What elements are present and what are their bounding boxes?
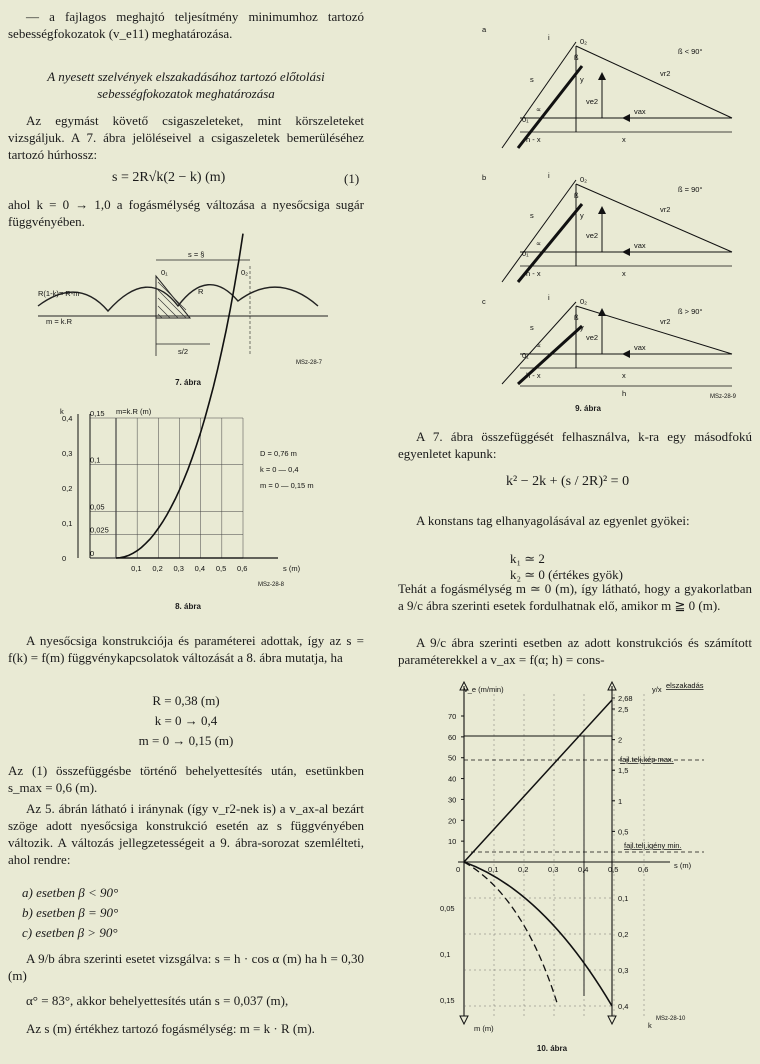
given-m: m = 0 → 0,15 (m): [138, 733, 234, 748]
right-paragraph-3: Tehát a fogásmélység m ≃ 0 (m), így látható, hogy a gyakorlatban a 9/c ábra szerinti esetek fordulhatnak elő, amikor m ≧ 0 (m).: [398, 581, 752, 613]
fig10-s-tick-label: 0,1: [488, 865, 499, 874]
fig9-s-label: s: [530, 323, 534, 332]
fig9-vax-arrow: [622, 350, 630, 358]
fig9-i-label: i: [548, 33, 550, 42]
fig7-o2-label: 0₂: [241, 268, 249, 277]
fig9-beta-label: ß: [574, 191, 579, 200]
fig9-o1-label: 0₁: [522, 351, 529, 360]
figure-10-chart: [434, 676, 734, 1036]
fig8-k-label: k: [60, 407, 64, 416]
fig9-o1-label: 0₁: [522, 115, 529, 124]
fig10-ref: MSz-28-10: [656, 1016, 686, 1022]
fig10-yx-tick-label: 2: [618, 735, 623, 745]
fig10-s-label: s (m): [674, 861, 692, 870]
fig9-beta-label: ß: [574, 53, 579, 62]
fig9-vax-arrow: [622, 114, 630, 122]
fig8-x-tick-label: 0,6: [237, 564, 248, 573]
fig8-k-tick-label: 0,3: [62, 449, 73, 458]
fig10-m-tick-label: 0,1: [440, 950, 451, 959]
fig8-x-tick-label: 0,1: [131, 564, 142, 573]
fig10-k-tick-label: 0,2: [618, 930, 629, 939]
fig10-ve-tick-label: 20: [448, 816, 457, 826]
fig9-i-label: i: [548, 171, 550, 180]
fig9-caption: 9. ábra: [575, 404, 601, 413]
fig9-hx-label: h - x: [526, 371, 541, 380]
paragraph-8: Az s (m) értékhez tartozó fogásmélység: m = k · R (m).: [26, 1021, 315, 1036]
fig8-ref: MSz-28-8: [258, 582, 285, 588]
fig10-ve-tick-label: 30: [448, 795, 457, 805]
fig10-igmin-label: fajl.telj.igény min.: [624, 841, 682, 850]
fig8-k-tick-label: 0,2: [62, 484, 73, 493]
fig10-s-tick-label: 0,3: [548, 865, 559, 874]
fig10-yx-label: y/x: [652, 685, 662, 694]
fig7-s2-label: s/2: [178, 347, 189, 356]
fig10-s-tick-label: 0,5: [608, 865, 619, 874]
fig10-k-tick-label: 0,4: [618, 1002, 629, 1011]
fig10-k-arrow: [608, 1016, 616, 1024]
fig10-m-label: m (m): [474, 1024, 494, 1033]
paragraph-5: Az 5. ábrán látható i iránynak (így v_r2-nek is) a v_ax-al bezárt szöge adott nyesőcsiga konstrukció esetén az s függvényében változik. A változás jellegzetességeit a 9. ábra-sorozat szemlélteti, ahol rendre:: [8, 801, 364, 867]
fig9-alpha-label: ∝: [536, 239, 542, 248]
fig9-ref: MSz-28-9: [710, 394, 737, 400]
paragraph-4: Az (1) összefüggésbe történő behelyettesítés után, esetünkben s_max = 0,6 (m).: [8, 763, 364, 795]
fig10-kepmax-label: fajl.telj.kép max.: [620, 755, 674, 764]
fig9-vr2-line: [576, 46, 732, 118]
fig10-ve-tick-label: 60: [448, 732, 457, 742]
fig9-i-label: i: [548, 293, 550, 302]
root-1: k₁ ≃ 2: [510, 551, 545, 566]
fig8-x-tick-label: 0,5: [215, 564, 227, 573]
fig10-k-label: k: [648, 1021, 652, 1030]
fig9-tag: b: [482, 173, 487, 182]
fig9-ve2-label: ve2: [586, 231, 599, 240]
fig10-m-arrow: [460, 1016, 468, 1024]
root-2: k₂ ≃ 0 (értékes gyök): [510, 567, 623, 582]
fig9-beta-condition: ß < 90°: [678, 47, 703, 56]
fig9-y-label: y: [580, 211, 584, 220]
figure-7: [38, 246, 328, 371]
fig7-r-label: R: [198, 287, 204, 296]
fig10-upper-line: [464, 700, 612, 862]
fig10-caption: 10. ábra: [536, 1044, 568, 1053]
case-c: c) esetben β > 90°: [22, 925, 118, 940]
fig8-mk-label: m=k.R (m): [116, 407, 152, 416]
fig9-o2-label: 0₂: [580, 297, 588, 306]
fig10-yx-tick-label: 0,5: [618, 827, 629, 837]
fig10-yx-tick-label: 2,5: [618, 705, 629, 715]
fig9-s-line: [502, 180, 576, 282]
fig9-vax-label: vax: [634, 241, 646, 250]
fig10-ve-tick-label: 50: [448, 753, 457, 763]
figure-8-chart: [58, 408, 348, 593]
fig9-ve2-label: ve2: [586, 333, 599, 342]
fig8-x-tick-label: 0,4: [194, 564, 206, 573]
fig9-x-label: x: [622, 371, 626, 380]
fig8-caption: 8. ábra: [175, 602, 201, 611]
paragraph-7: α° = 83°, akkor behelyettesítés után s = 0,037 (m),: [26, 993, 289, 1008]
paragraph-1: Az egymást követő csigaszeleteket, mint körszeleteket vizsgáljuk. A 7. ábra jelöléseivel a csigaszeletek bemerüléséhez tartozó húrhossz:: [8, 113, 364, 162]
fig8-x-tick-label: 0,2: [152, 564, 163, 573]
fig9-vax-label: vax: [634, 107, 646, 116]
fig8-s-label: s (m): [283, 564, 301, 573]
fig8-m-tick-label: 0,025: [90, 525, 109, 535]
fig10-s-tick-label: 0,4: [578, 865, 589, 874]
right-paragraph-1: A 7. ábra összefüggését felhasználva, k-ra egy másodfokú egyenletet kapunk:: [398, 429, 752, 461]
fig10-s-tick-label: 0,6: [638, 865, 649, 874]
fig9-hx-label: h - x: [526, 135, 541, 144]
fig9-sub-b: [482, 171, 732, 282]
fig10-yx-tick-label: 1,5: [618, 766, 629, 776]
fig9-vax-label: vax: [634, 343, 646, 352]
fig9-tag: c: [482, 297, 486, 306]
fig10-ve-label: v_e (m/min): [464, 685, 504, 694]
fig10-ve-tick-label: 70: [448, 712, 457, 721]
fig9-x-label: x: [622, 135, 626, 144]
fig10-s-tick-label: 0,2: [518, 865, 529, 874]
fig7-mk-label: m = k.R: [46, 317, 73, 326]
equation-2: k² − 2k + (s / 2R)² = 0: [506, 474, 630, 489]
fig7-caption: 7. ábra: [175, 378, 201, 387]
fig9-o2-label: 0₂: [580, 175, 588, 184]
fig9-tag: a: [482, 25, 487, 34]
intro-paragraph: — a fajlagos meghajtó teljesítmény minimumhoz tartozó sebességfokozatok (v_e11) meghatározása.: [8, 9, 364, 41]
fig9-beta-condition: ß > 90°: [678, 307, 703, 316]
paragraph-3: A nyesőcsiga konstrukciója és paraméterei adottak, így az s = f(k) = f(m) függvénykapcsolatok változását a 8. ábra mutatja, ha: [8, 633, 364, 665]
fig9-alpha-label: ∝: [536, 341, 542, 350]
fig10-m-tick-label: 0,15: [440, 996, 455, 1005]
fig10-yx-tick-label: 2,68: [618, 694, 633, 703]
fig8-d-label: D = 0,76 m: [260, 449, 297, 458]
fig9-vr2-line: [576, 184, 732, 252]
fig10-yx-tick-label: 1: [618, 796, 623, 806]
fig10-m-tick-label: 0,05: [440, 904, 455, 913]
equation-1: s = 2R√k(2 − k) (m): [112, 170, 226, 185]
fig9-h-label: h: [622, 389, 627, 398]
fig8-m-tick-label: 0: [90, 549, 95, 558]
fig10-ve-tick-label: 40: [448, 774, 457, 784]
case-a: a) esetben β < 90°: [22, 885, 119, 900]
case-b: b) esetben β = 90°: [22, 905, 119, 920]
figure-9: [482, 6, 752, 406]
fig9-ve2-arrow: [598, 72, 606, 80]
fig7-ref: MSz-28-7: [296, 360, 323, 366]
paragraph-6: A 9/b ábra szerinti esetet vizsgálva: s = h · cos α (m) ha h = 0,30 (m): [8, 951, 364, 983]
fig10-ve-tick-label: 10: [448, 837, 457, 847]
fig8-m-tick-label: 0,05: [90, 502, 105, 512]
fig9-o2-label: 0₂: [580, 37, 588, 46]
right-paragraph-2: A konstans tag elhanyagolásával az egyenlet gyökei:: [416, 513, 690, 528]
fig9-x-label: x: [622, 269, 626, 278]
fig9-vr2-label: vr2: [660, 317, 671, 326]
fig8-mrange-label: m = 0 — 0,15 m: [260, 481, 314, 490]
fig9-y-label: y: [580, 323, 584, 332]
fig7-r1k-label: R(1-k)= R-m: [38, 289, 80, 298]
fig9-vax-arrow: [622, 248, 630, 256]
fig8-m-tick-label: 0,1: [90, 455, 101, 465]
fig9-vr2-label: vr2: [660, 205, 671, 214]
fig9-ve2-arrow: [598, 308, 606, 316]
fig9-beta-label: ß: [574, 313, 579, 322]
fig9-ve2-label: ve2: [586, 97, 599, 106]
fig10-origin-label: 0: [456, 865, 461, 874]
fig8-k-tick-label: 0,1: [62, 519, 73, 528]
given-k: k = 0 → 0,4: [154, 713, 218, 728]
fig9-o1-label: 0₁: [522, 249, 529, 258]
fig8-k-tick-label: 0: [62, 554, 67, 563]
fig9-sub-a: [482, 25, 732, 148]
fig9-y-label: y: [580, 75, 584, 84]
fig9-beta-condition: ß = 90°: [678, 185, 703, 194]
fig9-sub-c: [482, 293, 732, 398]
fig8-m-tick-label: 0,15: [90, 409, 105, 418]
paragraph-2: ahol k = 0 → 1,0 a fogásmélység változása a nyesőcsiga sugár függvényében.: [8, 197, 364, 229]
fig9-alpha-label: ∝: [536, 105, 542, 114]
fig9-ve2-arrow: [598, 206, 606, 214]
fig7-o1-label: 0₁: [161, 268, 168, 277]
section-heading: A nyesett szelvények elszakadásához tartozó előtolási sebességfokozatok meghatározása: [47, 69, 325, 101]
given-r: R = 0,38 (m): [152, 693, 220, 708]
fig9-hx-label: h - x: [526, 269, 541, 278]
equation-1-number: (1): [344, 171, 360, 186]
fig8-krange-label: k = 0 — 0,4: [260, 465, 299, 474]
fig10-k-tick-label: 0,3: [618, 966, 629, 975]
fig8-x-tick-label: 0,3: [173, 564, 184, 573]
fig9-s-label: s: [530, 75, 534, 84]
fig9-s-label: s: [530, 211, 534, 220]
right-paragraph-4: A 9/c ábra szerinti esetben az adott konstrukciós és számított paraméterekkel a v_ax = f(α; h) = cons-: [398, 635, 752, 667]
fig10-k-tick-label: 0,1: [618, 894, 629, 903]
fig7-s-label: s = §: [188, 250, 205, 259]
fig8-k-tick-label: 0,4: [62, 414, 73, 423]
fig9-vr2-label: vr2: [660, 69, 671, 78]
fig10-elsz-label: elszakadás: [666, 681, 704, 690]
